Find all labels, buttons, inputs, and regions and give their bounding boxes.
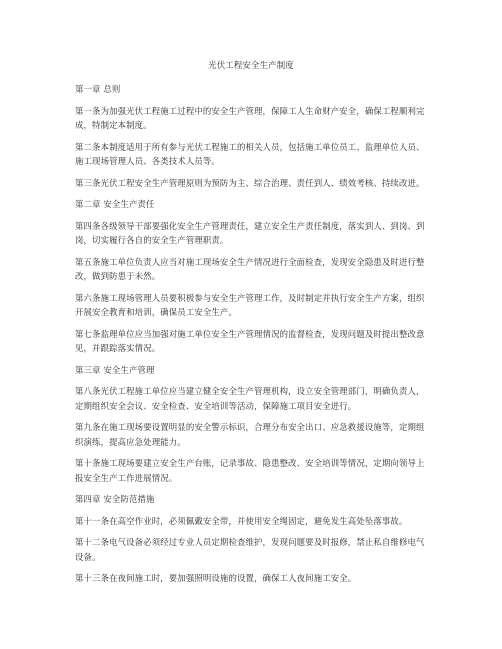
- article-paragraph: 第十条施工现场要建立安全生产台账，记录事故、隐患整改、安全培训等情况，定期向领导上报安全生产工作进展情况。: [75, 458, 425, 483]
- article-paragraph: 第十一条在高空作业时，必须佩戴安全带，并使用安全绳固定，避免发生高处坠落事故。: [75, 515, 408, 526]
- article-paragraph: 第十二条电气设备必须经过专业人员定期检查维护，发现问题要及时报修，禁止私自维修电气设备。: [75, 537, 425, 562]
- article-paragraph: 第二条本制度适用于所有参与光伏工程施工的相关人员，包括施工单位员工、监理单位人员、施工现场管理人员、各类技术人员等。: [75, 141, 425, 166]
- chapter-heading: 第三章 安全生产管理: [75, 364, 155, 375]
- article-paragraph: 第七条监理单位应当加强对施工单位安全生产管理情况的监督检查，发现问题及时提出整改意见，并跟踪落实情况。: [75, 328, 425, 353]
- chapter-heading: 第四章 安全防范措施: [75, 494, 155, 504]
- article-paragraph: 第一条为加强光伏工程施工过程中的安全生产管理，保障工人生命财产安全，确保工程顺利完成，特制定本制度。: [75, 105, 425, 130]
- article-paragraph: 第八条光伏工程施工单位应当建立健全安全生产管理机构，设立安全管理部门，明确负责人，定期组织安全会议、安全检查、安全培训等活动，保障施工项目安全进行。: [75, 386, 425, 411]
- article-paragraph: 第六条施工现场管理人员要积极参与安全生产管理工作，及时制定并执行安全生产方案，组织开展安全教育和培训，确保员工安全生产。: [75, 292, 425, 317]
- article-paragraph: 第十三条在夜间施工时，要加强照明设施的设置，确保工人夜间施工安全。: [75, 573, 357, 583]
- article-paragraph: 第九条在施工现场要设置明显的安全警示标识，合理分布安全出口、应急救援设施等，定期组织演练，提高应急处理能力。: [75, 422, 425, 447]
- article-paragraph: 第三条光伏工程安全生产管理原则为预防为主、综合治理、责任到人、绩效考核、持续改进。: [75, 177, 425, 188]
- chapter-heading: 第二章 安全生产责任: [75, 199, 155, 209]
- chapter-heading: 第一章 总则: [75, 84, 121, 94]
- article-paragraph: 第五条施工单位负责人应当对施工现场安全生产情况进行全面检查，发现安全隐患及时进行整改，做到防患于未然。: [75, 256, 425, 281]
- article-paragraph: 第四条各级领导干部要强化安全生产管理责任，建立安全生产责任制度，落实到人、到岗、到岗，切实履行各自的安全生产管理职责。: [75, 220, 425, 245]
- document-body: [75, 82, 433, 593]
- document-title: 光伏工程安全生产制度: [208, 60, 294, 70]
